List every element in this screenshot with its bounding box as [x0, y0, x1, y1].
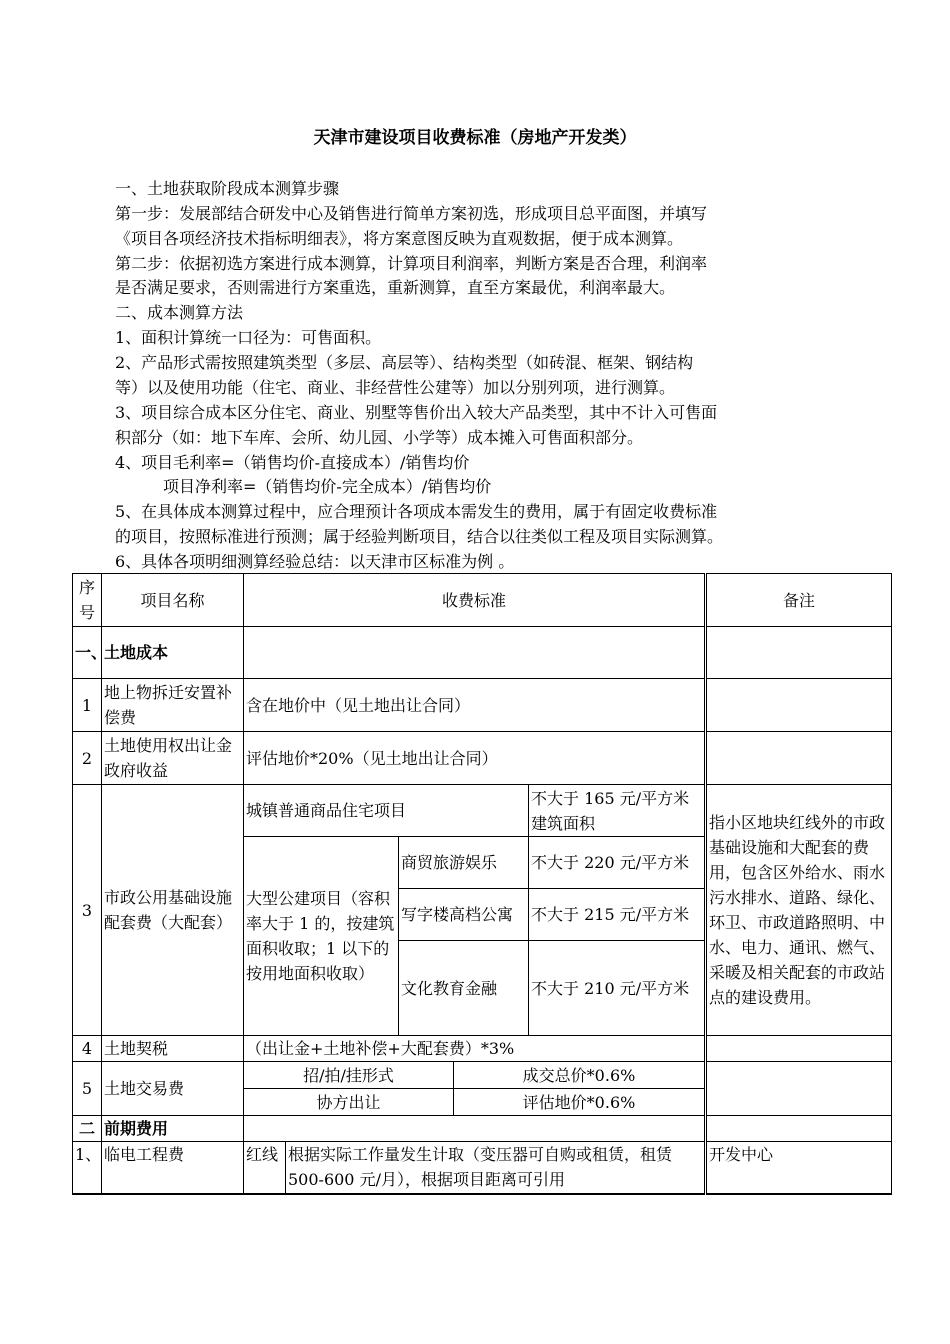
row-standard: 评估地价*20%（见土地出让合同）: [244, 732, 706, 785]
formula-line: 项目净利率=（销售均价-完全成本）/销售均价: [163, 477, 492, 496]
sub-price: 不大于 210 元/平方米: [529, 941, 706, 1036]
sub-type: 写字楼高档公寓: [399, 889, 529, 941]
empty-cell: [706, 627, 892, 679]
section-heading-2: 二、成本测算方法: [115, 303, 244, 322]
transaction-way: 协方出让: [244, 1089, 454, 1116]
section-no: 一、: [73, 627, 102, 679]
sub-price: 不大于 215 元/平方米: [529, 889, 706, 941]
row-remark: [706, 732, 892, 785]
row-remark: [706, 1036, 892, 1062]
transaction-fee: 成交总价*0.6%: [454, 1062, 706, 1089]
row-name: 地上物拆迁安置补偿费: [102, 679, 244, 732]
row-no: 4: [73, 1036, 102, 1062]
table-header-row: [73, 574, 892, 627]
row-no: 5: [73, 1062, 102, 1116]
paragraph-line: 1、面积计算统一口径为：可售面积。: [115, 328, 382, 347]
paragraph-line: 5、在具体成本测算过程中，应合理预计各项成本需发生的费用，属于有固定收费标准: [115, 502, 718, 521]
document-title: 天津市建设项目收费标准（房地产开发类）: [313, 128, 637, 148]
paragraph-line: 3、项目综合成本区分住宅、商业、别墅等售价出入较大产品类型，其中不计入可售面: [115, 403, 718, 422]
empty-cell: [244, 1116, 706, 1142]
row-name: 临电工程费: [102, 1142, 244, 1194]
table-row: [73, 1142, 892, 1194]
paragraph-line: 2、产品形式需按照建筑类型（多层、高层等）、结构类型（如砖混、框架、钢结构: [115, 353, 694, 372]
section-heading-1: 一、土地获取阶段成本测算步骤: [115, 179, 340, 198]
row-sub-label: 红线: [244, 1142, 286, 1194]
row-remark: [706, 679, 892, 732]
public-building-type: 大型公建项目（容积率大于 1 的，按建筑面积收取；1 以下的按用地面积收取）: [244, 837, 399, 1036]
header-remark: 备注: [706, 574, 892, 627]
paragraph-line: 积部分（如：地下车库、会所、幼儿园、小学等）成本摊入可售面积部分。: [115, 428, 644, 447]
section-no: 二: [73, 1116, 102, 1142]
section-row: [73, 627, 892, 679]
row-remark: [706, 1062, 892, 1116]
row-name: 市政公用基础设施配套费（大配套）: [102, 785, 244, 1036]
paragraph-line: 6、具体各项明细测算经验总结：以天津市区标准为例 。: [115, 552, 515, 571]
paragraph-line: 第一步：发展部结合研发中心及销售进行简单方案初选，形成项目总平面图，并填写: [115, 204, 708, 223]
section-title: 前期费用: [102, 1116, 244, 1142]
row-name: 土地使用权出让金政府收益: [102, 732, 244, 785]
row-name: 土地交易费: [102, 1062, 244, 1116]
row-standard: （出让金+土地补偿+大配套费）*3%: [244, 1036, 706, 1062]
row-remark: 指小区地块红线外的市政基础设施和大配套的费用，包含区外给水、雨水污水排水、道路、绿化、环卫、市政道路照明、中水、电力、通讯、燃气、采暖及相关配套的市政站点的建设费用。: [706, 785, 892, 1036]
housing-price: 不大于 165 元/平方米建筑面积: [529, 785, 706, 837]
fee-standard-table: [72, 573, 892, 1195]
header-no: 序号: [73, 574, 102, 627]
table-row: [73, 1062, 892, 1089]
housing-type: 城镇普通商品住宅项目: [244, 785, 529, 837]
header-name: 项目名称: [102, 574, 244, 627]
paragraph-line: 《项目各项经济技术指标明细表》，将方案意图反映为直观数据，便于成本测算。: [115, 229, 684, 248]
header-standard: 收费标准: [244, 574, 706, 627]
formula-line: 4、项目毛利率=（销售均价-直接成本）/销售均价: [115, 453, 470, 472]
row-no: 3: [73, 785, 102, 1036]
transaction-fee: 评估地价*0.6%: [454, 1089, 706, 1116]
section-title: 土地成本: [102, 627, 244, 679]
empty-cell: [706, 1116, 892, 1142]
table-row: [73, 785, 892, 837]
row-no: 1、: [73, 1142, 102, 1194]
sub-type: 文化教育金融: [399, 941, 529, 1036]
row-no: 1: [73, 679, 102, 732]
row-name: 土地契税: [102, 1036, 244, 1062]
paragraph-line: 第二步：依据初选方案进行成本测算，计算项目利润率，判断方案是否合理，利润率: [115, 254, 708, 273]
row-standard: 含在地价中（见土地出让合同）: [244, 679, 706, 732]
row-no: 2: [73, 732, 102, 785]
table-row: [73, 732, 892, 785]
paragraph-line: 的项目，按照标准进行预测；属于经验判断项目，结合以往类似工程及项目实际测算。: [115, 527, 724, 546]
sub-type: 商贸旅游娱乐: [399, 837, 529, 889]
sub-price: 不大于 220 元/平方米: [529, 837, 706, 889]
table-row: [73, 679, 892, 732]
paragraph-line: 等）以及使用功能（住宅、商业、非经营性公建等）加以分别列项，进行测算。: [115, 378, 676, 397]
row-remark: 开发中心: [706, 1142, 892, 1194]
transaction-way: 招/拍/挂形式: [244, 1062, 454, 1089]
row-standard: 根据实际工作量发生计取（变压器可自购或租赁，租赁 500-600 元/月），根据项目距离可引用: [286, 1142, 706, 1194]
paragraph-line: 是否满足要求，否则需进行方案重选，重新测算，直至方案最优，利润率最大。: [115, 278, 676, 297]
section-row: [73, 1116, 892, 1142]
table-row: [73, 1036, 892, 1062]
empty-cell: [244, 627, 706, 679]
